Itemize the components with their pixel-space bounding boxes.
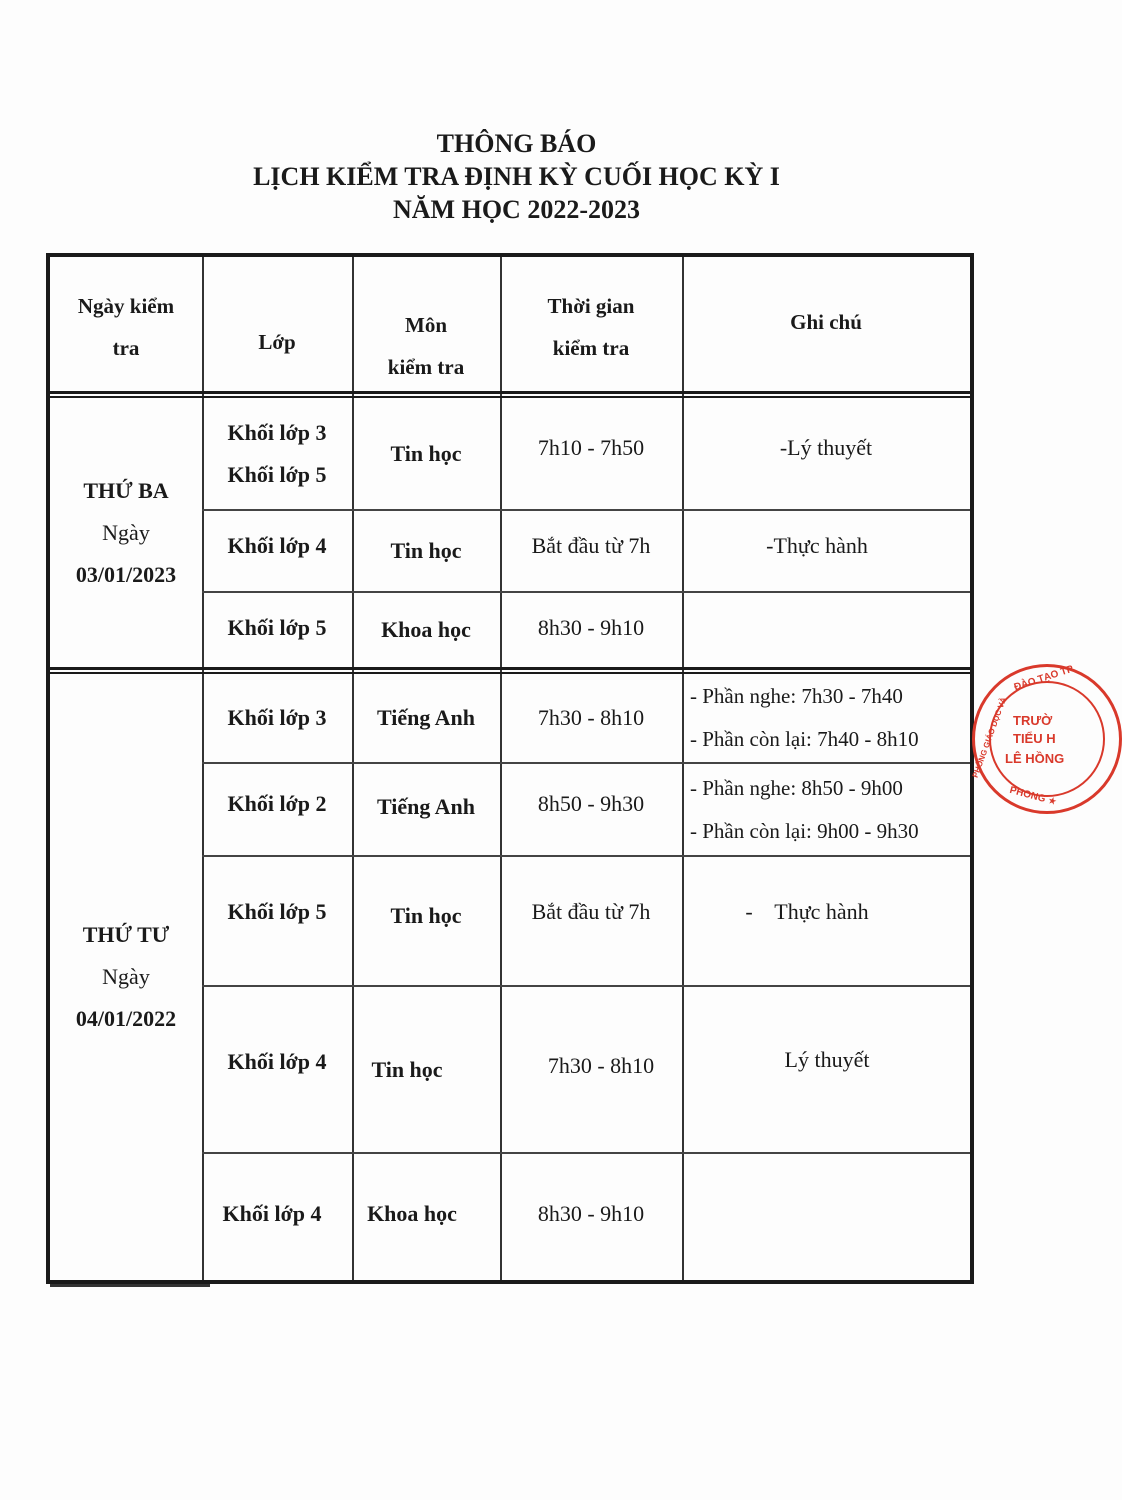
row-0-note: -Lý thuyết	[779, 435, 873, 460]
row-4-class: Khối lớp 2	[227, 791, 327, 816]
row-7-class: Khối lớp 4	[222, 1201, 322, 1226]
seal-center-line1: TRƯỜ	[1013, 713, 1053, 728]
title-line-1: THÔNG BÁO	[436, 129, 597, 158]
official-seal-stamp	[972, 664, 1122, 814]
header-time: Thời gian kiểm tra	[547, 294, 635, 360]
row-3-time: 7h30 - 8h10	[537, 705, 645, 730]
row-2-subject: Khoa học	[381, 617, 471, 642]
row-2-time: 8h30 - 9h10	[537, 615, 645, 640]
row-7-subject: Khoa học	[367, 1201, 457, 1226]
row-3-subject: Tiếng Anh	[376, 705, 476, 730]
row-1-class: Khối lớp 4	[227, 533, 327, 558]
seal-ring-bottom-text: PHONG ★	[1008, 784, 1059, 809]
header-date-line2: tra	[112, 336, 140, 360]
row-4-subject: Tiếng Anh	[376, 793, 476, 819]
row-1-note: -Thực hành	[766, 533, 868, 558]
row-6-note: Lý thuyết	[784, 1047, 870, 1072]
seal-center-line2: TIỂU H	[1013, 731, 1056, 746]
title-line-3: NĂM HỌC 2022-2023	[393, 195, 640, 224]
header-date-line1: Ngày kiểm	[77, 294, 175, 318]
row-0-time: 7h10 - 7h50	[537, 435, 645, 460]
row-1-subject: Tin học	[390, 538, 462, 563]
seal-center-line3: LÊ HỒNG	[1005, 751, 1065, 766]
row-0-class: Khối lớp 3 Khối lớp 5	[227, 419, 327, 487]
header-note: Ghi chú	[790, 310, 862, 334]
row-4-time: 8h50 - 9h30	[537, 791, 645, 816]
header-class: Lớp	[258, 330, 296, 354]
row-7-note	[682, 1154, 970, 1274]
row-2-class: Khối lớp 5	[227, 615, 327, 640]
row-5-note: - Thực hành	[745, 899, 869, 924]
header-date	[50, 277, 202, 377]
day-cell-wednesday: THỨ TƯ Ngày 04/01/2022	[75, 922, 177, 1031]
row-6-time: 7h30 - 8h10	[547, 1053, 655, 1078]
row-5-class: Khối lớp 5	[227, 899, 327, 924]
row-5-subject: Tin học	[390, 903, 462, 928]
seal-ring-top-text: ĐÀO TẠO TP	[1012, 663, 1075, 694]
row-7-time: 8h30 - 9h10	[537, 1201, 645, 1226]
row-3-note: - Phần nghe: 7h30 - 7h40 - Phần còn lại: 7h40 - 8h10	[690, 684, 919, 751]
row-5-time: Bắt đầu từ 7h	[531, 899, 651, 924]
header-subject: Môn kiểm tra	[387, 313, 465, 379]
seal-ring-left-text: PHÒNG GIÁO DỤC VÀ	[970, 696, 1009, 779]
row-4-note: - Phần nghe: 8h50 - 9h00 - Phần còn lại: 9h00 - 9h30	[690, 775, 919, 843]
row-6-class: Khối lớp 4	[227, 1049, 327, 1074]
row-1-time: Bắt đầu từ 7h	[531, 533, 651, 558]
exam-schedule-table	[46, 253, 974, 1284]
day-cell-tuesday: THỨ BA Ngày 03/01/2023	[75, 477, 177, 587]
row-2-note	[682, 593, 970, 667]
document-title	[0, 127, 1033, 226]
row-6-subject: Tin học	[371, 1056, 443, 1082]
row-0-subject: Tin học	[390, 440, 462, 466]
row-3-class: Khối lớp 3	[227, 705, 327, 730]
table-bottom-edge	[50, 1284, 210, 1287]
title-line-2: LỊCH KIỂM TRA ĐỊNH KỲ CUỐI HỌC KỲ I	[253, 162, 780, 191]
